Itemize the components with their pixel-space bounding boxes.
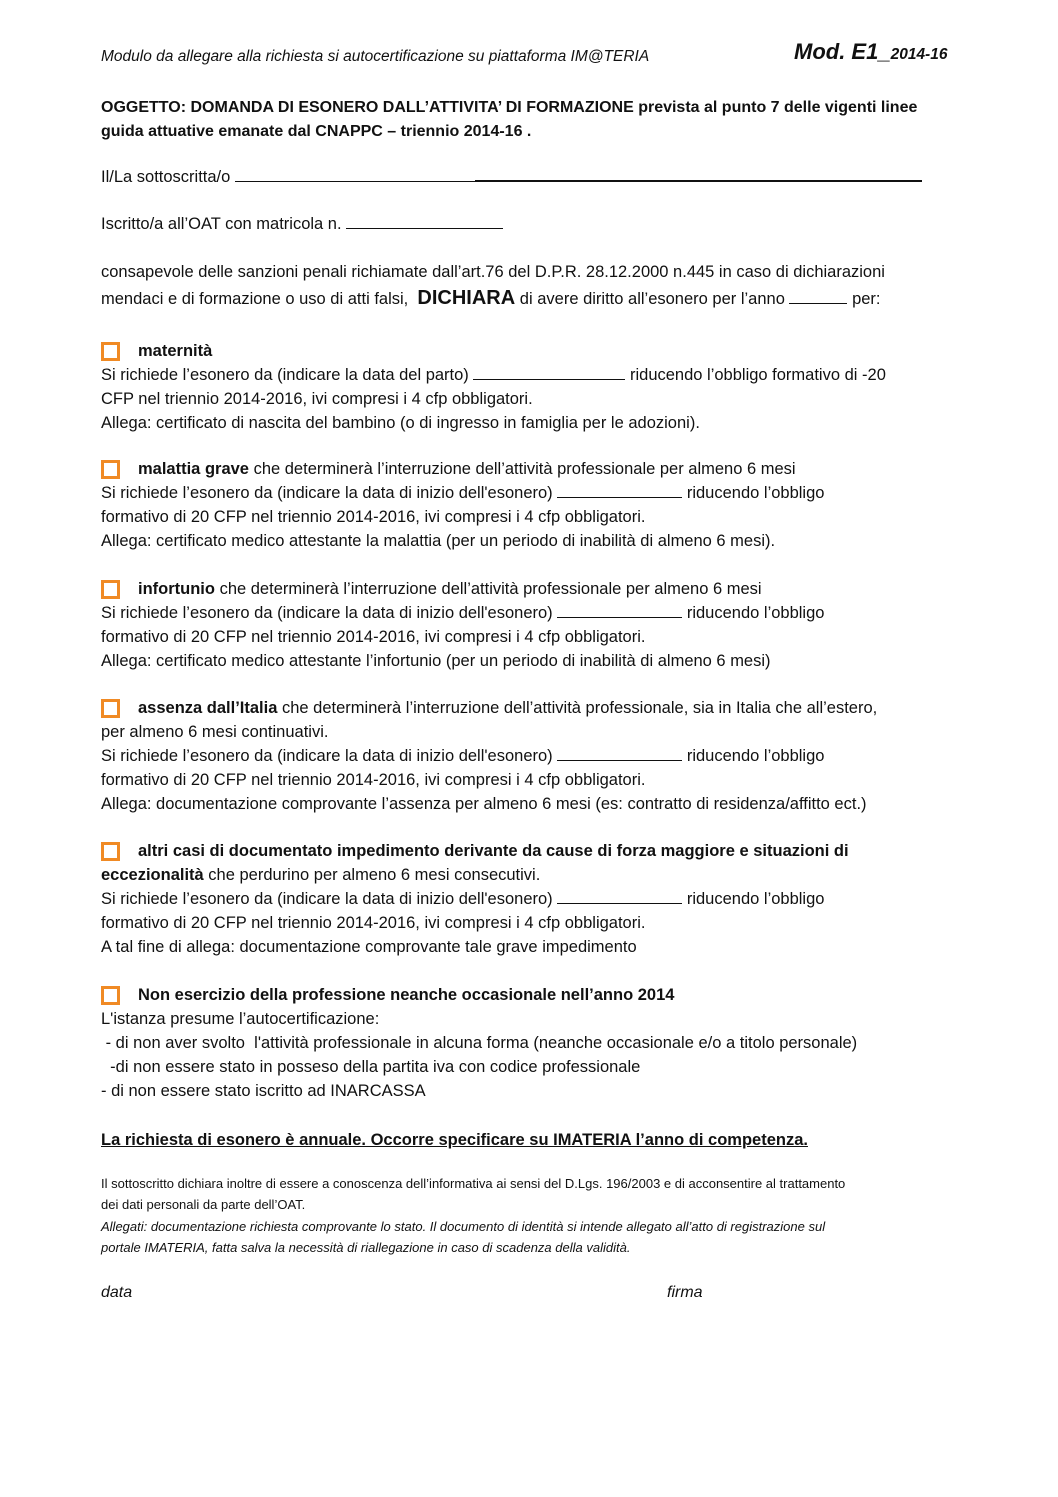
option-title: altri casi di documentato impedimento derivante da cause di forza maggiore e situazioni di: [138, 842, 849, 860]
undersigned-row: [101, 165, 922, 189]
option-line: A tal fine di allega: documentazione comprovante tale grave impedimento: [101, 938, 637, 956]
declaration-line1: consapevole delle sanzioni penali richiamate dall’art.76 del D.P.R. 28.12.2000 n.445 in caso di dichiarazioni: [101, 263, 885, 281]
declaration-text-b: di avere diritto all’esonero per l’anno: [519, 290, 785, 308]
privacy-line: dei dati personali da parte dell’OAT.: [101, 1197, 306, 1212]
undersigned-name-field[interactable]: [235, 167, 475, 182]
attachments-line: portale IMATERIA, fatta salva la necessità di riallegazione in caso di scadenza della validità.: [101, 1240, 631, 1255]
option-line: Allega: certificato medico attestante l’infortunio (per un periodo di inabilità di almeno 6 mesi): [101, 652, 771, 670]
option-title-rest: che determinerà l’interruzione dell’attività professionale per almeno 6 mesi: [214, 580, 762, 598]
registered-row: [101, 212, 503, 236]
option-line-tail: riducendo l’obbligo: [686, 604, 825, 622]
year-field[interactable]: [789, 289, 847, 304]
option-title: maternità: [138, 342, 213, 360]
option-line: Si richiede l’esonero da (indicare la data di inizio dell'esonero): [101, 890, 553, 908]
option-line: Allega: documentazione comprovante l’assenza per almeno 6 mesi (es: contratto di residenza/affitto ect.): [101, 795, 867, 813]
option-line: formativo di 20 CFP nel triennio 2014-2016, ivi compresi i 4 cfp obbligatori.: [101, 771, 646, 789]
option-line: Allega: certificato di nascita del bambino (o di ingresso in famiglia per le adozioni).: [101, 414, 700, 432]
option-title: Non esercizio della professione neanche occasionale nell’anno 2014: [138, 986, 675, 1004]
option-line: - di non aver svolto l'attività professionale in alcuna forma (neanche occasionale e/o a titolo personale): [101, 1034, 858, 1052]
attachments-line: Allegati: documentazione richiesta comprovante lo stato. Il documento di identità si intende allegato all’atto di registrazione sul: [101, 1219, 826, 1234]
date-label: data: [101, 1284, 133, 1301]
option-line-tail: riducendo l’obbligo: [686, 747, 825, 765]
option-line-tail: riducendo l’obbligo: [686, 484, 825, 502]
option-injury: [101, 577, 963, 673]
option-title-continued: per almeno 6 mesi continuativi.: [101, 723, 329, 741]
option-line: Allega: certificato medico attestante la malattia (per un periodo di inabilità di almeno 6 mesi).: [101, 532, 776, 550]
dichiara-keyword: DICHIARA: [417, 287, 516, 309]
injury-checkbox[interactable]: [101, 580, 120, 599]
option-line: Si richiede l’esonero da (indicare la data del parto): [101, 366, 469, 384]
privacy-statement: [101, 1173, 971, 1215]
injury-start-date-field[interactable]: [557, 603, 682, 618]
option-title: assenza dall’Italia: [138, 699, 278, 717]
option-line: CFP nel triennio 2014-2016, ivi compresi i 4 cfp obbligatori.: [101, 390, 533, 408]
option-title-rest: che determinerà l’interruzione dell’attività professionale, sia in Italia che all’estero,: [277, 699, 878, 717]
attachments-statement: [101, 1216, 971, 1258]
option-line-tail: riducendo l’obbligo formativo di -20: [629, 366, 886, 384]
registered-label: Iscritto/a all’OAT con matricola n.: [101, 215, 342, 233]
declaration-text-a: mendaci e di formazione o uso di atti falsi,: [101, 290, 409, 308]
option-line: formativo di 20 CFP nel triennio 2014-2016, ivi compresi i 4 cfp obbligatori.: [101, 628, 646, 646]
other-cases-checkbox[interactable]: [101, 842, 120, 861]
undersigned-label: Il/La sottoscritta/o: [101, 168, 231, 186]
other-cases-start-date-field[interactable]: [557, 889, 682, 904]
declaration-text-c: per:: [852, 290, 881, 308]
signature-label: firma: [667, 1284, 703, 1301]
option-line: formativo di 20 CFP nel triennio 2014-2016, ivi compresi i 4 cfp obbligatori.: [101, 914, 646, 932]
option-title-continued: eccezionalità: [101, 866, 204, 884]
option-title: malattia grave: [138, 460, 249, 478]
option-line-tail: riducendo l’obbligo: [686, 890, 825, 908]
option-illness: [101, 457, 963, 553]
birth-date-field[interactable]: [473, 365, 625, 380]
option-title-rest: che perdurino per almeno 6 mesi consecutivi.: [203, 866, 541, 884]
module-code: [794, 40, 947, 67]
subject-heading: OGGETTO: DOMANDA DI ESONERO DALL’ATTIVITA’ DI FORMAZIONE prevista al punto 7 delle vigenti linee guida attuative emanate dal CNAPPC – triennio 2014-16 .: [101, 99, 918, 140]
illness-start-date-field[interactable]: [557, 483, 682, 498]
option-line: Si richiede l’esonero da (indicare la data di inizio dell'esonero): [101, 604, 553, 622]
option-line: Si richiede l’esonero da (indicare la data di inizio dell'esonero): [101, 484, 553, 502]
privacy-line: Il sottoscritto dichiara inoltre di essere a conoscenza dell’informativa ai sensi del D.Lgs. 196/2003 e di acconsentire al trattamento: [101, 1176, 846, 1191]
option-title-rest: che determinerà l’interruzione dell’attività professionale per almeno 6 mesi: [248, 460, 796, 478]
undersigned-name-field-extended[interactable]: [475, 166, 922, 182]
option-absence: [101, 696, 963, 816]
absence-start-date-field[interactable]: [557, 746, 682, 761]
option-other-cases: [101, 839, 963, 959]
non-practice-checkbox[interactable]: [101, 986, 120, 1005]
option-line: formativo di 20 CFP nel triennio 2014-2016, ivi compresi i 4 cfp obbligatori.: [101, 508, 646, 526]
registration-number-field[interactable]: [346, 214, 503, 229]
option-line: L'istanza presume l’autocertificazione:: [101, 1010, 380, 1028]
module-year: 2014-16: [890, 46, 948, 63]
absence-checkbox[interactable]: [101, 699, 120, 718]
header-caption: Modulo da allegare alla richiesta si autocertificazione su piattaforma IM@TERIA: [101, 48, 650, 65]
option-non-practice: [101, 983, 963, 1103]
option-line: -di non essere stato in posseso della partita iva con codice professionale: [101, 1058, 641, 1076]
module-label: Mod. E1_: [794, 39, 891, 64]
declaration-line2: [101, 286, 963, 311]
option-maternity: [101, 339, 963, 435]
option-line: - di non essere stato iscritto ad INARCASSA: [101, 1082, 426, 1100]
option-line: Si richiede l’esonero da (indicare la data di inizio dell'esonero): [101, 747, 553, 765]
illness-checkbox[interactable]: [101, 460, 120, 479]
option-title: infortunio: [138, 580, 215, 598]
annual-notice: La richiesta di esonero è annuale. Occorre specificare su IMATERIA l’anno di competenza.: [101, 1131, 808, 1149]
maternity-checkbox[interactable]: [101, 342, 120, 361]
